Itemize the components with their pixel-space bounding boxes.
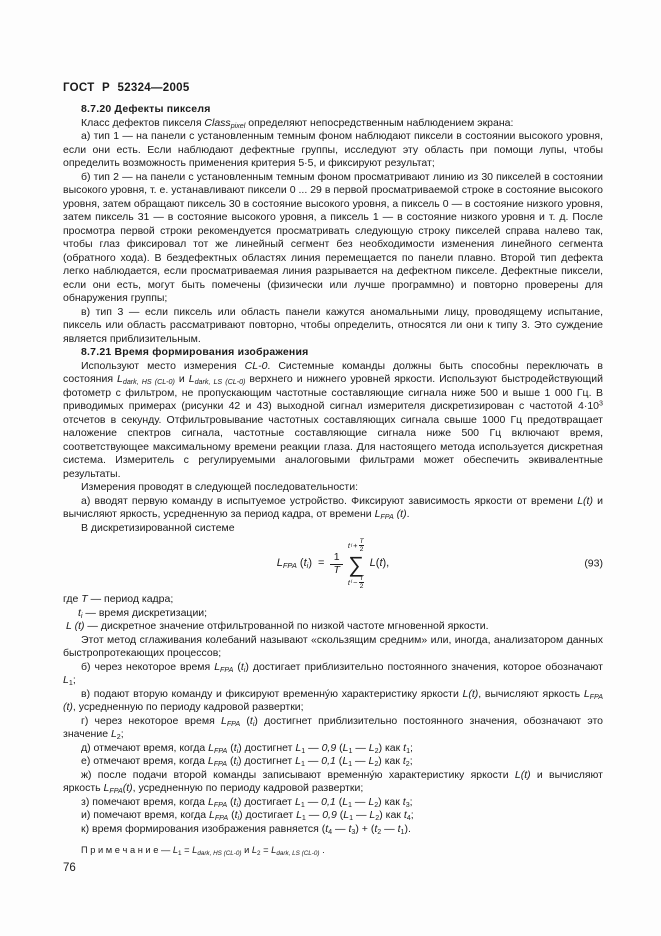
denominator: 2	[359, 546, 364, 554]
formula-rhs	[370, 557, 390, 571]
text-run: 1	[400, 827, 405, 836]
text-run: — дискретное значение отфильтрованной по низкой частоте мгновенной яркости.	[84, 620, 489, 632]
text-run: ) + (	[355, 822, 375, 835]
text-run: и вычисляют яркость	[63, 768, 603, 794]
text-run: 0,9	[321, 741, 337, 754]
text-run: FPA	[589, 692, 603, 701]
paragraph	[63, 481, 603, 495]
text-run: 1	[406, 746, 411, 755]
text-run: а) тип 1 — на панели с установленным темным фоном наблюдают пиксели в состоянии высокого уровня, если они есть. Если наблюдают дефектные группы, исследуют эту область при помощи лупы, чтобы определить возможность применения критерия 5·5, и фиксируют результат;	[63, 130, 603, 169]
text-run: где	[63, 593, 82, 605]
text-run: (	[233, 660, 241, 673]
text-run: =	[181, 845, 193, 855]
text-run: —	[352, 741, 369, 754]
text-run: t	[233, 755, 237, 767]
text-run: 4	[328, 827, 333, 836]
equation-number: (93)	[584, 557, 603, 570]
text-run: L	[295, 755, 301, 767]
text-run: — время дискретизации;	[82, 606, 208, 619]
text-run: Измерения проводят в следующей последовательности:	[81, 481, 359, 493]
upper-limit: t i + $\frac{T}{2}$	[347, 537, 364, 554]
text-run: В дискретизированной системе	[81, 521, 235, 534]
text-run: 1	[301, 814, 306, 823]
note-paragraph	[63, 845, 603, 857]
text-run: Этот метод сглаживания колебаний называют «скользящим средним» или, иногда, анализатором данных быстропротекающих процессов;	[63, 633, 603, 659]
text-run: L	[374, 508, 381, 520]
text-run: L	[342, 755, 349, 767]
text-run: Используют место измерения	[81, 359, 245, 372]
text-run: +	[353, 540, 358, 550]
text-run: pixel	[230, 121, 246, 130]
text-run: t	[348, 822, 352, 835]
text-run: t	[403, 809, 407, 821]
paragraph	[63, 522, 603, 536]
text-run: з) помечают время, когда	[81, 795, 208, 808]
text-run: L	[271, 845, 277, 855]
text-run: —	[353, 809, 370, 821]
text-run: (	[240, 714, 250, 727]
text-run: и) помечают время, когда	[81, 809, 209, 821]
text-run: ;	[120, 728, 124, 740]
text-run: L	[214, 660, 221, 673]
text-run: ) как	[378, 741, 404, 754]
lower-limit: t i − $\frac{T}{2}$	[347, 574, 364, 590]
text-run: , вычисляют яркость	[478, 687, 584, 700]
text-run: 2	[257, 849, 261, 857]
text-run: г) через некоторое время	[81, 714, 221, 727]
text-run: t	[303, 557, 307, 570]
text-run: достигает	[242, 809, 297, 821]
text-run: , усредненную по периоду кадровой развертки;	[132, 782, 364, 794]
text-run: dark, HS (CL-0)	[122, 378, 175, 387]
paragraph	[63, 306, 603, 347]
text-run: достигнет приблизительно постоянного значения, обозначают это значение	[63, 714, 603, 740]
text-run: 1	[68, 679, 73, 688]
text-run: L	[368, 755, 375, 767]
text-run: t	[347, 540, 350, 550]
text-run: 3	[351, 827, 356, 836]
text-run: 1	[348, 760, 353, 769]
text-run: i	[80, 611, 83, 620]
text-run: и	[241, 845, 252, 855]
text-run: достигнет	[241, 741, 296, 754]
mini-fraction	[358, 575, 364, 591]
text-run: FPA	[214, 814, 229, 823]
text-run: t	[325, 822, 329, 835]
text-run: L	[342, 741, 349, 754]
text-run: t	[249, 714, 253, 727]
formula-lhs	[277, 557, 312, 571]
text-run: ) как	[378, 755, 403, 767]
text-run: (	[335, 755, 343, 767]
text-run: —	[305, 741, 322, 754]
text-run: i	[252, 719, 255, 728]
text-run: 0,1	[321, 755, 336, 767]
text-run: t	[379, 557, 383, 570]
paragraph	[63, 495, 603, 522]
definition-line	[63, 593, 603, 607]
paragraph	[63, 769, 603, 796]
text-run: )	[238, 741, 242, 754]
text-run: 1	[349, 814, 354, 823]
text-run: L	[368, 741, 375, 754]
text-run: t	[347, 577, 350, 587]
paragraph	[63, 661, 603, 688]
text-run: 4	[406, 814, 411, 823]
text-run: L	[296, 809, 302, 821]
paragraph	[63, 755, 603, 769]
text-run: ;	[410, 741, 413, 754]
paragraph	[63, 742, 603, 756]
text-run: 2	[116, 733, 121, 742]
text-run: 8.7.20 Дефекты пикселя	[81, 103, 211, 115]
text-run: ж) после подачи второй команды записывают временну́ю характеристику яркости	[81, 768, 515, 781]
text-run: верхнего и нижнего уровней яркости. Используют быстродействующий фотометр с фильтром, не пропускающим частотные составляющие сигнала ниже 500 и выше 1 000 Гц. В приводимых примерах (рисунки 42 и 43) выходной сигнал измерителя дискретизирован с частотой 4·10	[63, 373, 603, 412]
text-run: (t)	[393, 508, 407, 520]
text-run: .	[406, 508, 410, 520]
summation	[348, 537, 365, 592]
text-run: 0,1	[321, 795, 336, 808]
text-run: t	[374, 822, 378, 835]
text-run: i	[237, 814, 240, 823]
text-run: i	[236, 800, 239, 809]
text-run: L	[295, 741, 302, 754]
text-run: FPA	[282, 561, 297, 571]
text-run: 2	[374, 760, 379, 769]
text-run: FPA	[109, 787, 123, 796]
text-run: FPA	[220, 665, 234, 674]
paragraph	[63, 715, 603, 742]
text-run: L	[207, 755, 214, 767]
paragraph	[63, 634, 603, 661]
text-run: L	[188, 373, 195, 385]
paragraph	[63, 823, 603, 837]
text-run: )	[254, 714, 258, 727]
text-run: i	[243, 665, 246, 674]
text-run: (	[336, 809, 344, 821]
text-run: L	[208, 809, 215, 821]
text-run: L(t)	[577, 494, 593, 507]
denominator: 2	[359, 582, 364, 590]
text-run: (	[228, 809, 235, 821]
sigma-symbol: ∑	[348, 551, 365, 577]
text-run: L	[172, 845, 179, 855]
text-run: )	[238, 795, 242, 808]
text-run: t	[402, 755, 406, 767]
text-run: 1	[348, 800, 353, 809]
text-run: 8.7.21 Время формирования изображения	[81, 346, 309, 358]
text-run: L	[295, 795, 301, 808]
text-run: (	[296, 557, 304, 570]
numerator: T	[359, 574, 364, 582]
text-run: в) подают вторую команду и фиксируют временну́ю характеристику яркости	[81, 687, 463, 700]
text-run: П р и м е ч а н и е —	[81, 845, 173, 855]
text-run: (t)	[63, 701, 73, 713]
page-number: 76	[63, 862, 76, 874]
text-run: . Системные команды должны быть способны переключать в состояния	[63, 359, 603, 385]
paragraph	[63, 171, 603, 306]
text-run: е) отмечают время, когда	[81, 755, 208, 767]
text-run: (t)	[122, 782, 133, 794]
text-run: L	[369, 557, 376, 570]
text-run: i	[236, 760, 238, 769]
fraction	[330, 552, 342, 575]
definition-line	[63, 607, 603, 621]
text-run: —	[332, 822, 349, 835]
text-run: T	[81, 593, 88, 605]
text-run: 2	[377, 827, 382, 836]
text-run: 1	[300, 760, 305, 769]
text-run: )	[245, 660, 249, 673]
text-run: t	[403, 741, 407, 754]
text-run: б) тип 2 — на панели с установленным темным фоном просматривают линию из 30 пикселей в состоянии высокого уровня, т. е. устанавливают пиксели 0 ... 29 в первой просматриваемой строке в состояние высокого уровня, затем обращают пиксель 30 в состояние высокого уровня, а пиксель 0 — в состояние низкого уровня, затем пиксель 31 — в состояние высокого уровня, а пиксель 1 — в состояние низкого уровня и т. д. После просмотра первой строки рекомендуется просматривать следующую строку пикселей справа налево так, чтобы глаз фиксировал тот же линейный сегмент без необходимости изменения линейного сегмента (обратного хода). В бездефектных областях линия перемещается по панели плавно. Второй тип дефекта легко наблюдается, если просматриваемая линия разрывается на дефектном пикселе. Дефектные пиксели, если они есть, могут быть помечены (физически или лучше программно) и повторно проверены для обнаружения группы;	[63, 170, 603, 304]
text-run: L (t)	[66, 620, 85, 632]
text-run: t	[397, 822, 401, 835]
section-heading	[63, 346, 603, 360]
text-run: L	[342, 795, 349, 808]
text-run: CL-0	[244, 359, 268, 372]
text-run: достигает	[241, 795, 296, 808]
text-run: L(t)	[514, 768, 531, 781]
page-content	[63, 103, 603, 857]
text-run: L	[251, 845, 258, 855]
text-run: L	[343, 809, 350, 821]
text-run: Class	[204, 116, 231, 129]
text-run: L	[192, 845, 198, 855]
paragraph	[63, 688, 603, 715]
text-run: FPA	[380, 513, 394, 522]
text-run: t	[233, 795, 237, 808]
text-run: и	[174, 373, 189, 385]
text-run: ;	[409, 795, 413, 808]
text-run: (	[227, 795, 234, 808]
text-run: 0,9	[322, 809, 337, 821]
text-run: L	[583, 687, 590, 700]
text-run: ) как	[379, 809, 404, 821]
page-header	[63, 82, 190, 94]
text-run: t	[78, 606, 81, 619]
text-run: dark, LS (CL-0)	[194, 378, 246, 387]
numerator: T	[359, 537, 364, 545]
numerator: 1	[333, 551, 340, 564]
text-run: t	[234, 809, 238, 821]
text-run: ) как	[378, 795, 403, 808]
text-run: )	[237, 755, 242, 767]
text-run: dark, LS (CL-0)	[276, 849, 320, 857]
text-run: —	[305, 809, 323, 821]
paragraph	[63, 809, 603, 823]
text-run: t	[233, 741, 237, 754]
text-run: достигает приблизительно постоянного значения, которое обозначают	[248, 660, 603, 673]
text-run: , усредненную по периоду кадровой развертки;	[72, 701, 304, 713]
paragraph	[63, 360, 603, 482]
paragraph	[63, 117, 603, 131]
paragraph	[63, 796, 603, 810]
text-run: L	[220, 714, 227, 727]
text-run: (	[227, 755, 234, 767]
text-run: (	[227, 741, 234, 754]
text-run: ;	[409, 755, 413, 767]
text-run: Класс дефектов пикселя	[81, 116, 205, 129]
text-run: FPA	[213, 746, 228, 755]
text-run: отсчетов в секунду. Отфильтровывание частотных составляющих сигнала свыше 1000 Гц предотвращает наложение спектров сигнала, частотные составляющие сигнала ниже 500 Гц включают время, соответствующее максимальному времени реакции глаза. Для настоящего метода используется дискретная система. Измеритель с регулируемыми аналоговыми фильтрами может обеспечить эквивалентные результаты.	[63, 413, 603, 480]
text-run: FPA	[213, 800, 228, 809]
text-run: t	[240, 660, 244, 673]
text-run: =	[260, 845, 272, 855]
text-run: L	[369, 809, 376, 821]
text-run: FPA	[226, 719, 241, 728]
denominator: T	[330, 564, 342, 576]
text-run: FPA	[213, 760, 228, 769]
text-run: 1	[348, 746, 353, 755]
text-run: i	[306, 561, 309, 571]
text-run: L(t)	[462, 687, 479, 700]
text-run: (	[336, 741, 343, 754]
text-run: L	[276, 557, 283, 570]
text-run: L	[207, 795, 214, 808]
equals-sign: =	[318, 557, 325, 570]
text-run: L	[117, 373, 123, 385]
text-run: (	[375, 557, 380, 570]
text-run: ;	[72, 674, 76, 686]
text-run: 2	[405, 760, 410, 769]
text-run: ),	[382, 557, 390, 570]
text-run: )	[239, 809, 243, 821]
text-run: L	[110, 728, 117, 740]
text-run: 2	[374, 800, 379, 809]
section-heading	[63, 103, 603, 117]
text-run: .	[319, 845, 325, 855]
text-run: L	[103, 782, 110, 794]
text-run: —	[381, 822, 398, 835]
text-run: L	[208, 741, 214, 754]
text-run: б) через некоторое время	[81, 660, 215, 673]
text-run: dark, HS (CL-0)	[197, 849, 242, 857]
text-run: 2	[375, 814, 380, 823]
text-run: достигнет	[241, 755, 296, 767]
text-run: i	[236, 746, 239, 755]
text-run: к) время формирования изображения равняется (	[81, 822, 326, 835]
text-run: t	[402, 795, 406, 808]
paragraph	[63, 130, 603, 171]
text-run: ;	[410, 809, 414, 821]
text-run: —	[352, 795, 369, 808]
text-run: и вычисляют яркость, усредненную за период кадра, от времени	[63, 494, 603, 520]
text-run: ).	[404, 822, 411, 835]
text-run: а) вводят первую команду в испытуемое устройство. Фиксируют зависимость яркости от времени	[81, 494, 578, 507]
text-run: 3	[599, 399, 603, 408]
text-run: в) тип 3 — если пиксель или область панели кажутся аномальными лицу, проводящему испытание, пиксель или область рассматривают повторно, чтобы определить, относятся ли они к типу 3. Это суждение является приблизительным.	[63, 305, 603, 345]
text-run: 3	[405, 800, 410, 809]
text-run: 1	[178, 849, 182, 857]
text-run: —	[352, 755, 369, 767]
text-run: −	[353, 577, 358, 587]
text-run: — период кадра;	[87, 593, 174, 605]
text-run: (	[335, 795, 343, 808]
text-run: —	[304, 755, 322, 767]
formula-block	[63, 535, 603, 593]
text-run: 1	[300, 800, 305, 809]
text-run: —	[304, 795, 322, 808]
formula	[277, 537, 389, 592]
text-run: L	[63, 674, 69, 686]
text-run: 1	[301, 746, 306, 755]
definition-line	[63, 620, 603, 634]
text-run: определяют непосредственным наблюдением экрана:	[245, 116, 514, 129]
text-run: L	[368, 795, 375, 808]
text-run: 2	[374, 746, 379, 755]
standard-number: ГОСТ Р 52324—2005	[63, 82, 190, 94]
text-run: д) отмечают время, когда	[81, 741, 209, 754]
text-run: )	[308, 557, 312, 570]
